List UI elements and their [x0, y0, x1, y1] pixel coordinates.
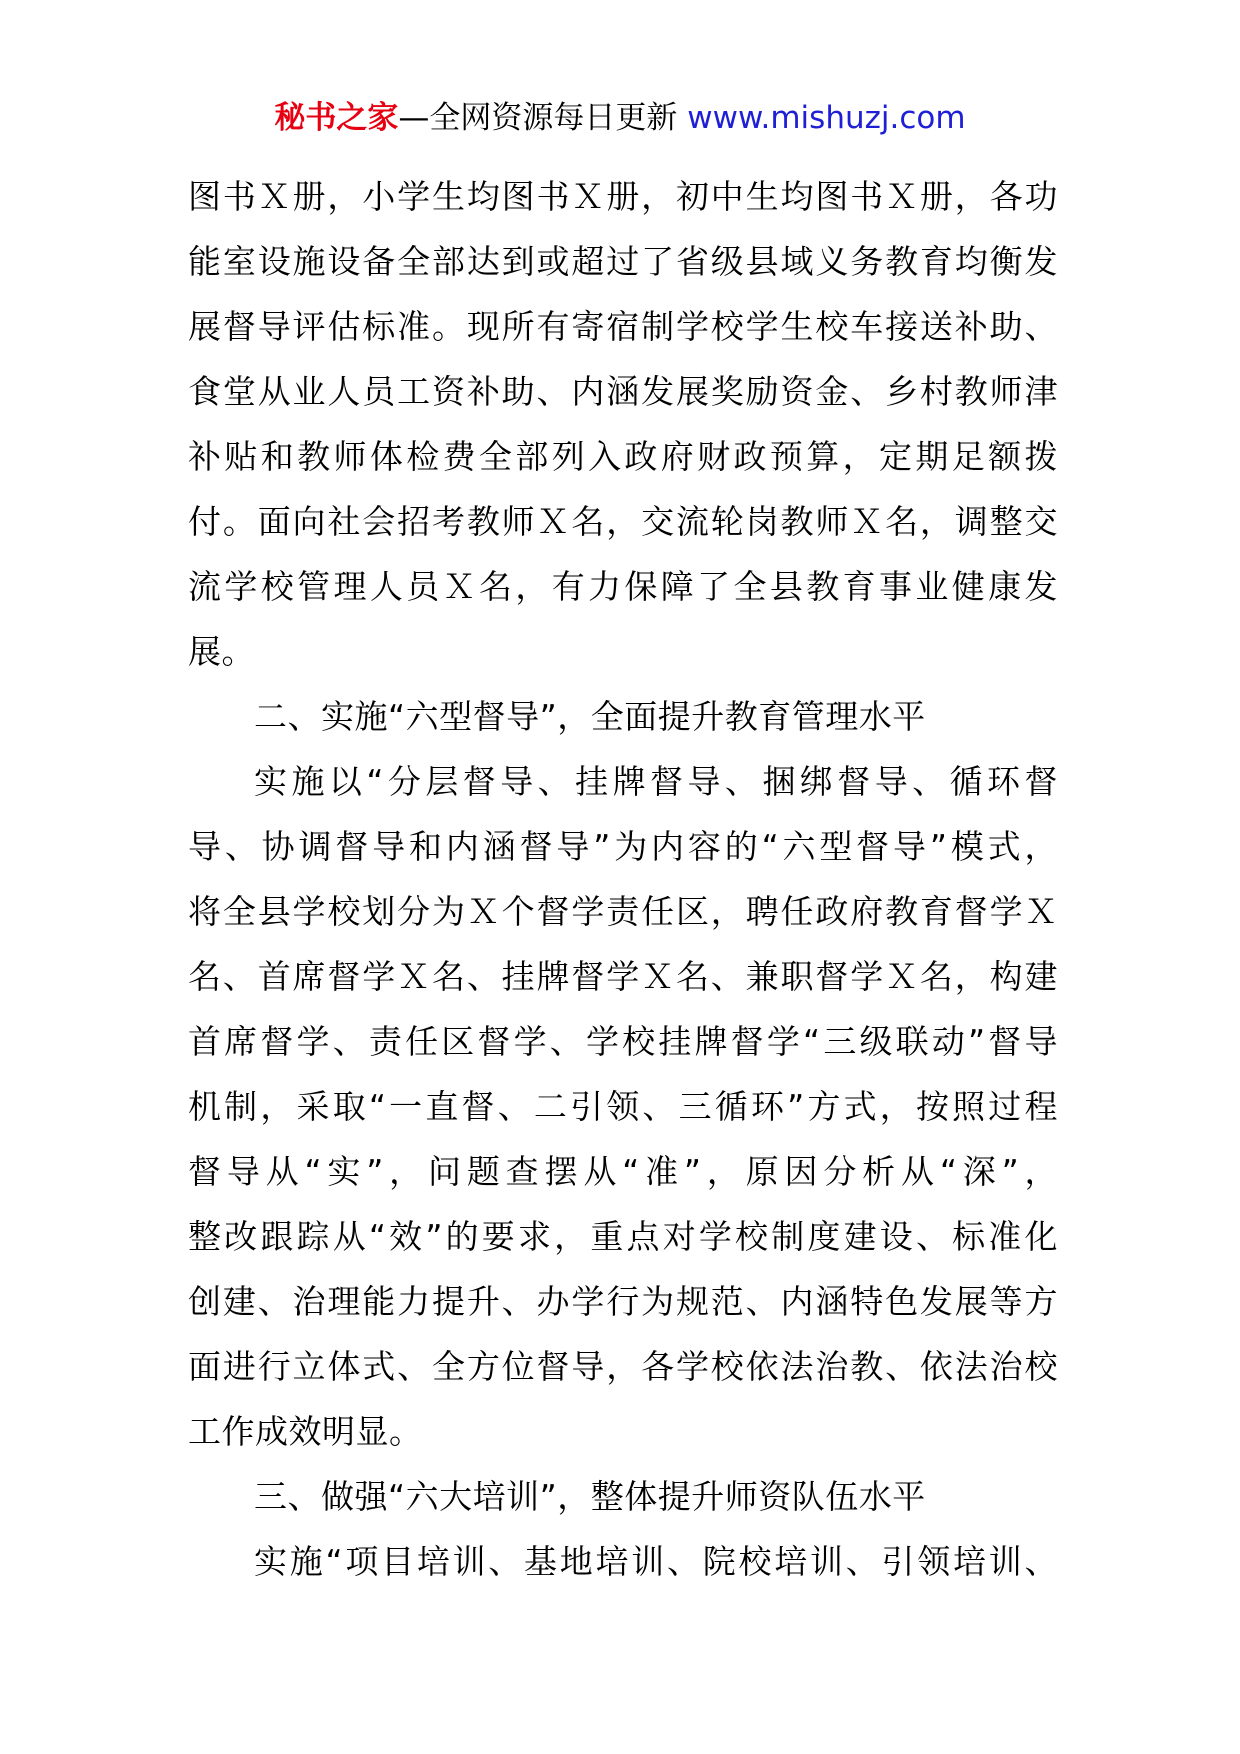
text-line: 名、首席督学Ｘ名、挂牌督学Ｘ名、兼职督学Ｘ名，构建 — [188, 957, 1058, 996]
text-line: 流学校管理人员Ｘ名，有力保障了全县教育事业健康发 — [188, 567, 1058, 606]
text-line: 实施以“分层督导、挂牌督导、捆绑督导、循环督 — [254, 762, 1058, 801]
text-line: 创建、治理能力提升、办学行为规范、内涵特色发展等方 — [188, 1282, 1058, 1321]
text-line: 导、协调督导和内涵督导”为内容的“六型督导”模式， — [188, 827, 1058, 866]
text-line: 图书Ｘ册，小学生均图书Ｘ册，初中生均图书Ｘ册，各功 — [188, 177, 1058, 216]
text-line: 整改跟踪从“效”的要求，重点对学校制度建设、标准化 — [188, 1217, 1058, 1256]
text-line: 首席督学、责任区督学、学校挂牌督学“三级联动”督导 — [188, 1022, 1058, 1061]
text-line: 将全县学校划分为Ｘ个督学责任区，聘任政府教育督学Ｘ — [188, 892, 1058, 931]
page-header — [0, 98, 1240, 138]
text-line: 工作成效明显。 — [188, 1412, 423, 1451]
document-body — [188, 164, 1058, 1594]
text-line: 展。 — [188, 632, 255, 671]
site-url-link[interactable]: www.mishuzj.com — [687, 100, 966, 136]
text-line: 机制，采取“一直督、二引领、三循环”方式，按照过程 — [188, 1087, 1058, 1126]
site-tagline: —全网资源每日更新 — [398, 100, 678, 136]
text-line: 食堂从业人员工资补助、内涵发展奖励资金、乡村教师津 — [188, 372, 1058, 411]
text-line: 面进行立体式、全方位督导，各学校依法治教、依法治校 — [188, 1347, 1058, 1386]
section-heading: 三、做强“六大培训”，整体提升师资队伍水平 — [254, 1477, 926, 1516]
text-line: 督导从“实”，问题查摆从“准”，原因分析从“深”， — [188, 1152, 1058, 1191]
text-line: 展督导评估标准。现所有寄宿制学校学生校车接送补助、 — [188, 307, 1058, 346]
text-line: 付。面向社会招考教师Ｘ名，交流轮岗教师Ｘ名，调整交 — [188, 502, 1058, 541]
site-name: 秘书之家 — [274, 100, 399, 136]
section-heading: 二、实施“六型督导”，全面提升教育管理水平 — [254, 697, 926, 736]
text-line: 能室设施设备全部达到或超过了省级县域义务教育均衡发 — [188, 242, 1058, 281]
text-line: 实施“项目培训、基地培训、院校培训、引领培训、 — [254, 1542, 1058, 1581]
text-line: 补贴和教师体检费全部列入政府财政预算，定期足额拨 — [188, 437, 1058, 476]
